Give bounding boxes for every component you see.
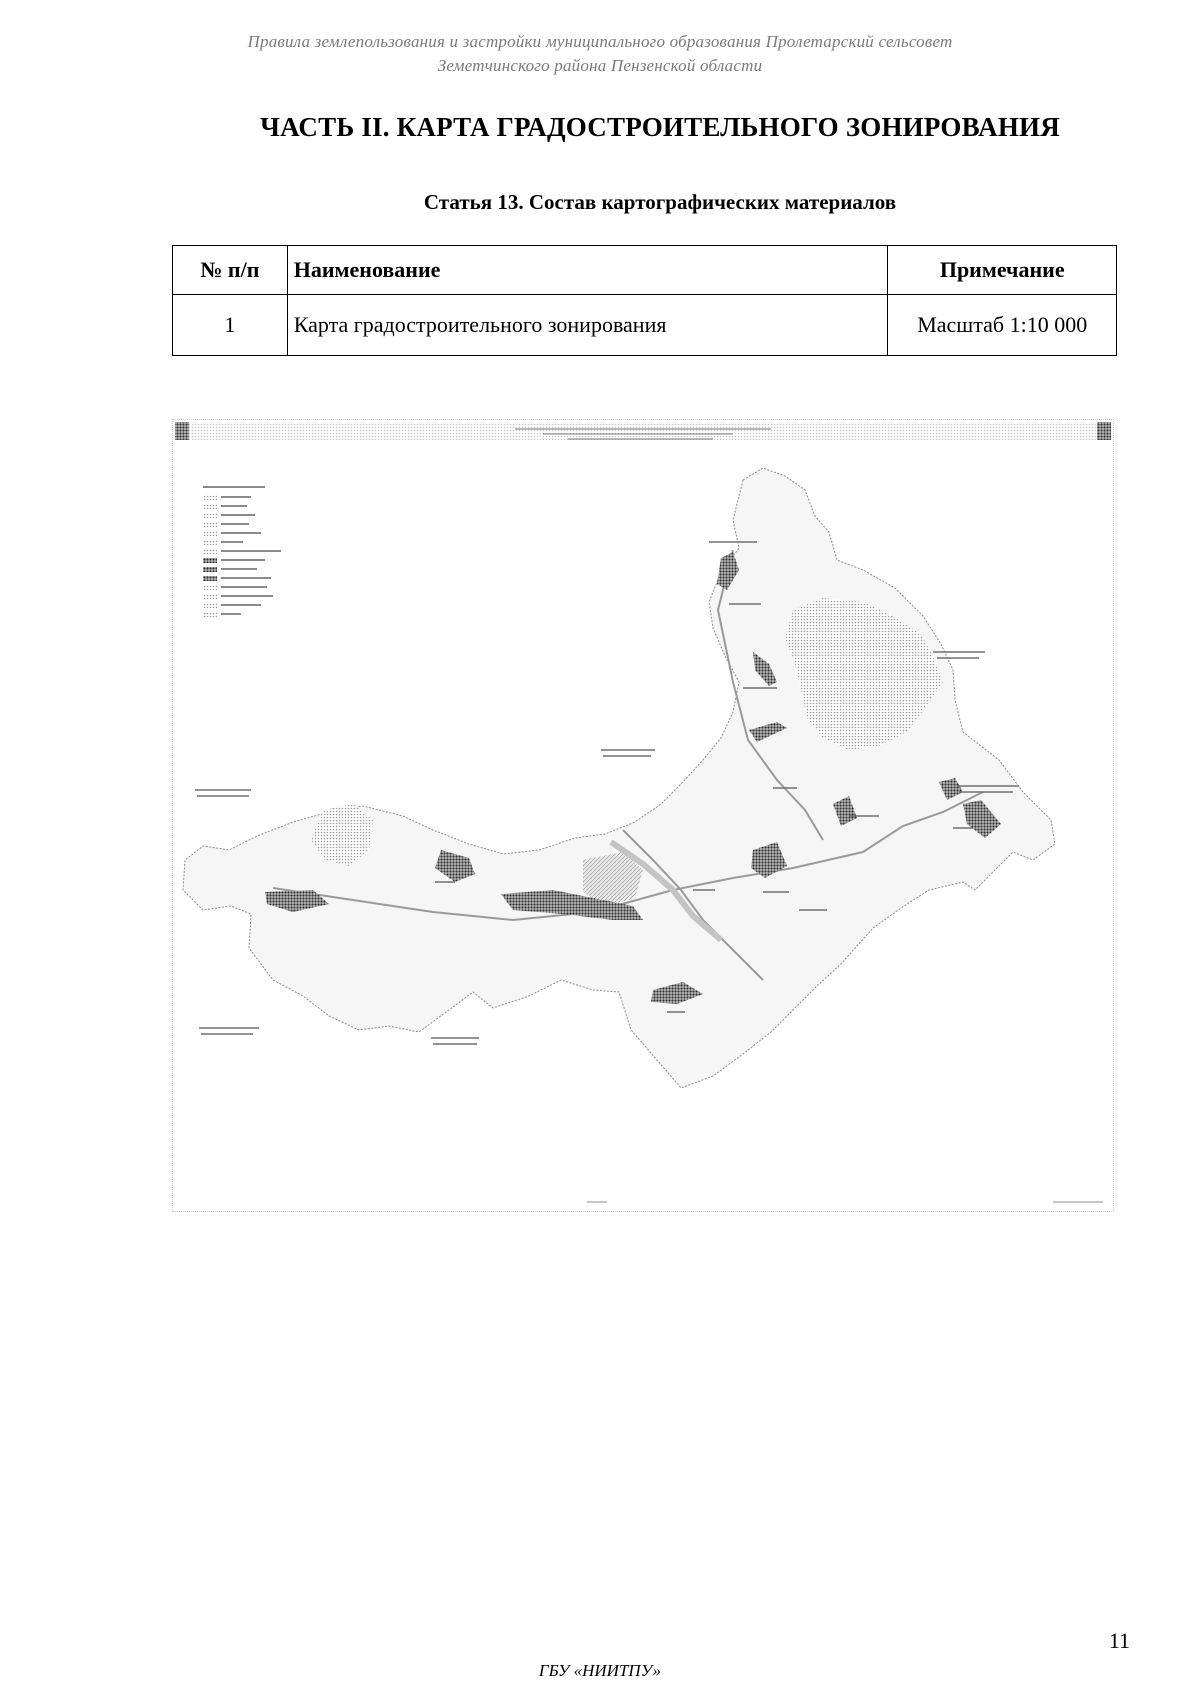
running-header-line-2: Земетчинского района Пензенской области [437, 56, 763, 75]
running-header [0, 30, 1200, 78]
map-corner-mark [1097, 422, 1111, 440]
zoning-map-image [172, 419, 1114, 1212]
part-title: ЧАСТЬ II. КАРТА ГРАДОСТРОИТЕЛЬНОГО ЗОНИРОВАНИЯ [260, 112, 1060, 142]
cell-name: Карта градостроительного зонирования [287, 295, 888, 356]
column-header-name: Наименование [287, 246, 888, 295]
column-header-number: № п/п [173, 246, 288, 295]
map-corner-mark [175, 422, 189, 440]
cell-number: 1 [173, 295, 288, 356]
page-number: 11 [1108, 1628, 1130, 1653]
running-header-line-1: Правила землепользования и застройки муниципального образования Пролетарский сельсовет [247, 32, 953, 51]
table-row [173, 295, 1117, 356]
cell-note: Масштаб 1:10 000 [888, 295, 1117, 356]
territory-outline [183, 468, 1055, 1088]
table-header-row [173, 246, 1117, 295]
materials-table [172, 245, 1117, 356]
article-title: Статья 13. Состав картографических материалов [423, 190, 897, 214]
map-legend [203, 486, 281, 617]
map-title-strip [187, 422, 1099, 440]
column-header-note: Примечание [888, 246, 1117, 295]
footer-organization: ГБУ «НИИТПУ» [538, 1661, 662, 1680]
